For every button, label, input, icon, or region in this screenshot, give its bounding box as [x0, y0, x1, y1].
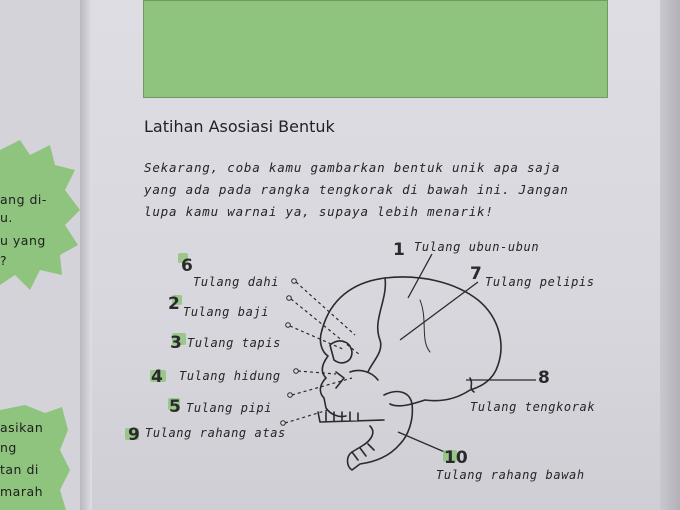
left-page-text: ng	[0, 440, 17, 455]
label-number: 4	[151, 367, 163, 387]
label-number: 2	[168, 294, 180, 314]
label-number: 1	[393, 240, 405, 260]
left-page-text: asikan	[0, 420, 44, 435]
section-heading: Latihan Asosiasi Bentuk	[144, 117, 335, 136]
label-tulang-pipi: Tulang pipi	[186, 401, 273, 415]
label-number: 7	[470, 264, 482, 284]
left-page-text: u.	[0, 210, 13, 225]
label-tulang-ubun-ubun: Tulang ubun-ubun	[414, 240, 540, 254]
left-page-text: ?	[0, 253, 8, 268]
label-number: 5	[169, 397, 181, 417]
label-tulang-rahang-bawah: Tulang rahang bawah	[436, 468, 585, 482]
label-number: 6	[181, 256, 193, 276]
label-number: 3	[170, 333, 182, 353]
left-page-text: u yang	[0, 233, 46, 248]
label-tulang-baji: Tulang baji	[183, 305, 270, 319]
instruction-line: yang ada pada rangka tengkorak di bawah ini. Jangan	[144, 182, 569, 197]
label-number: 9	[128, 425, 140, 445]
left-page-text: tan di	[0, 462, 39, 477]
label-number: 8	[538, 368, 550, 388]
label-number: 10	[444, 448, 468, 468]
label-tulang-tapis: Tulang tapis	[187, 336, 281, 350]
label-tulang-pelipis: Tulang pelipis	[485, 275, 595, 289]
label-tulang-dahi: Tulang dahi	[193, 275, 280, 289]
instruction-line: lupa kamu warnai ya, supaya lebih menarik!	[144, 204, 494, 219]
left-page-text: ang di-	[0, 192, 47, 207]
instruction-line: Sekarang, coba kamu gambarkan bentuk unik apa saja	[144, 160, 561, 175]
label-tulang-rahang-atas: Tulang rahang atas	[145, 426, 286, 440]
label-tulang-hidung: Tulang hidung	[179, 369, 281, 383]
label-tulang-tengkorak: Tulang tengkorak	[470, 400, 596, 414]
left-page-text: marah	[0, 484, 44, 499]
